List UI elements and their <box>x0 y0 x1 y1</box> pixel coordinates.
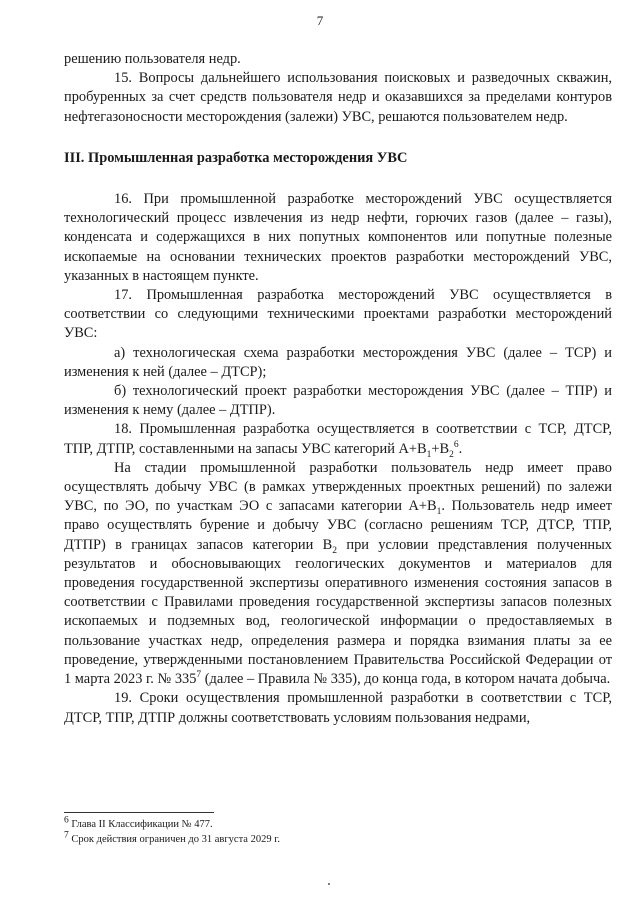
paragraph-16: 16. При промышленной разработке месторождений УВС осуществляется технологический процесс извлечения из недр нефти, горючих газов (далее – газы), конденсата и содержащихся в них попутных компонентов или попутные полезные ископаемые на основании технических проектов разработки месторождений УВС, указанных в настоящем пункте. <box>64 191 612 284</box>
paragraph-continuation: решению пользователя недр. <box>64 51 241 67</box>
paragraph-19: 19. Сроки осуществления промышленной разработки в соответствии с ТСР, ДТСР, ТПР, ДТПР должны соответствовать условиям пользования недрами, <box>64 690 612 726</box>
paragraph-17-b: б) технологический проект разработки месторождения УВС (далее – ТПР) и изменения к нему (далее – ДТПР). <box>64 383 612 419</box>
footnote-ref-7: 7 <box>196 670 202 681</box>
footnote-7: $^7$ Срок действия ограничен до 31 августа 2029 г. <box>64 830 280 845</box>
footnotes <box>64 817 612 847</box>
footnote-6: $^6$ Глава II Классификации № 477. <box>64 815 213 830</box>
paragraph-18-continued: На стадии промышленной разработки пользователь недр имеет право осуществлять добычу УВС (в рамках утвержденных проектных решений) по залежи УВС, по ЭО, по участкам ЭО с запасами категории $А+В_1$. Пользователь недр имеет право осуществлять бурение и добычу УВС (согласно решениям ТСР, ДТСР, ТПР, ДТПР) в границах запасов категории $В_2$ при условии представления полученных результатов и обосновывающих геологических документов и материалов для проведения государственной экспертизы оперативного изменения состояния запасов в соответствии с Правилами проведения государственной экспертизы запасов полезных ископаемых и подземных вод, геологической информации о предоставляемых в пользование участках недр, определения размера и порядка взимания платы за ее проведение, утвержденными постановлением Правительства Российской Федерации от 1 марта 2023 г. № $335^7$ (далее – Правила № 335), до конца года, в котором начата добыча. <box>64 459 612 688</box>
section-heading: III. Промышленная разработка месторождения УВС <box>64 149 408 166</box>
paragraph-17: 17. Промышленная разработка месторождений УВС осуществляется в соответствии со следующими техническими проектами разработки месторождений УВС: <box>64 287 612 342</box>
paragraph-15: 15. Вопросы дальнейшего использования поисковых и разведочных скважин, пробуренных за счет средств пользователя недр и оказавшихся за пределами контуров нефтегазоносности месторождения (залежи) УВС, решаются пользователем недр. <box>64 70 612 125</box>
footnote-ref-6: 6 <box>453 439 459 450</box>
page-number: 7 <box>316 13 324 28</box>
footnote-divider <box>64 812 214 813</box>
scan-speck <box>328 883 330 885</box>
paragraph-18: 18. Промышленная разработка осуществляется в соответствии с ТСР, ДТСР, ТПР, ДТПР, составленными на запасы УВС категорий $А+В_1+В_2^6$. <box>64 421 612 460</box>
document-body <box>64 50 612 728</box>
paragraph-17-a: а) технологическая схема разработки месторождения УВС (далее – ТСР) и изменения к ней (далее – ДТСР); <box>64 344 612 380</box>
